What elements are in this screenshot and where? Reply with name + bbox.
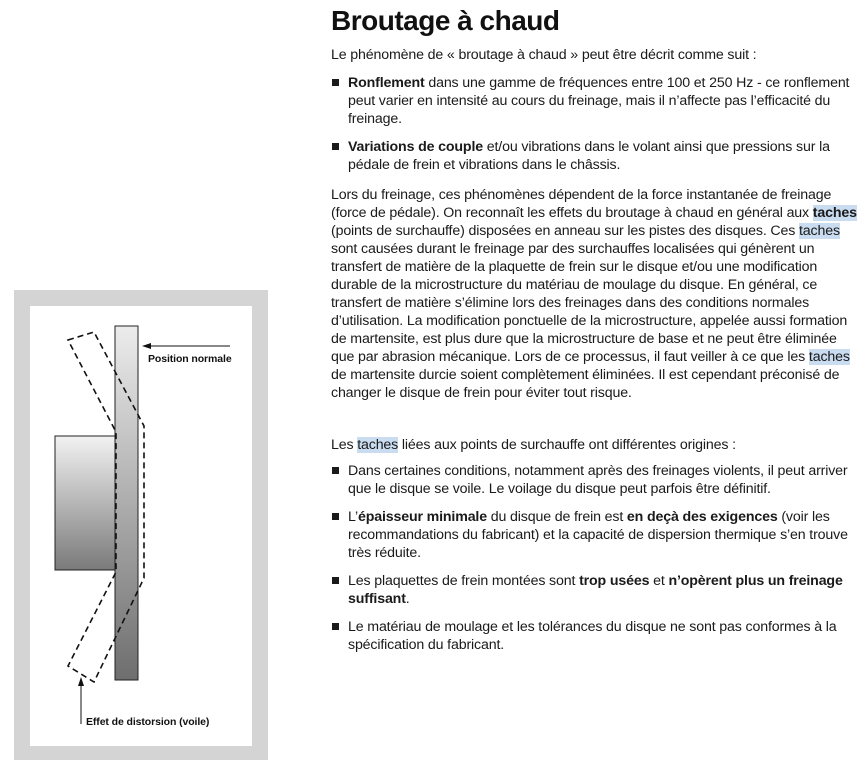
article-content bbox=[331, 4, 861, 654]
symptoms-list bbox=[331, 74, 861, 174]
highlight-taches: taches bbox=[799, 223, 840, 239]
highlight-taches: taches bbox=[812, 205, 857, 221]
figure-frame bbox=[14, 290, 268, 760]
brake-disc-diagram bbox=[30, 306, 252, 746]
disc-hub bbox=[55, 436, 117, 570]
origins-paragraph: Les taches liées aux points de surchauffe ont différentes origines : bbox=[331, 437, 736, 453]
list-item: Variations de couple et/ou vibrations dans le volant ainsi que pressions sur la pédale de frein et vibrations dans le châssis. bbox=[331, 138, 861, 174]
arrow-head-normal bbox=[142, 343, 151, 349]
page-title: Broutage à chaud bbox=[331, 5, 560, 36]
explanation-paragraph: Lors du freinage, ces phénomènes dépendent de la force instantanée de freinage (force de pédale). On reconnaît les effets du broutage à chaud en général aux taches (points de surchauffe) disposées en anneau sur les pistes des disques. Ces taches sont causées durant le freinage par des surchauffes localisées qui génèrent un transfert de matière de la plaquette de frein sur le disque et/ou une modification durable de la microstructure du matériau de moulage du disque. En général, ce transfert de matière s’élimine lors des freinages dans des conditions normales d’utilisation. La modification ponctuelle de la microstructure, appelée aussi formation de martensite, est plus dure que la microstructure de base et ne peut être éliminée que par abrasion mécanique. Lors de ce processus, il faut veiller à ce que les taches de martensite durcie soient complètement éliminées. Il est cependant préconisé de changer le disque de frein pour éviter tout risque. bbox=[331, 187, 857, 401]
bullet-square-icon bbox=[332, 79, 339, 86]
label-distortion-effect: Effet de distorsion (voile) bbox=[86, 716, 210, 728]
bullet-square-icon bbox=[332, 577, 339, 584]
origins-list bbox=[331, 462, 861, 654]
list-item: Dans certaines conditions, notamment après des freinages violents, il peut arriver que le disque se voile. Le voilage du disque peut parfois être définitif. bbox=[331, 462, 861, 498]
intro-paragraph: Le phénomène de « broutage à chaud » peut être décrit comme suit : bbox=[331, 47, 757, 63]
bullet-square-icon bbox=[332, 467, 339, 474]
bullet-square-icon bbox=[332, 143, 339, 150]
list-item: Les plaquettes de frein montées sont trop usées et n’opèrent plus un freinage suffisant. bbox=[331, 572, 861, 608]
list-item: Le matériau de moulage et les tolérances du disque ne sont pas conformes à la spécification du fabricant. bbox=[331, 618, 861, 654]
bullet-square-icon bbox=[332, 623, 339, 630]
highlight-taches: taches bbox=[808, 349, 850, 365]
arrow-head-distortion bbox=[78, 677, 84, 686]
label-position-normale: Position normale bbox=[148, 353, 232, 365]
list-item: L’épaisseur minimale du disque de frein est en deçà des exigences (voir les recommandations du fabricant) et la capacité de dispersion thermique s’en trouve très réduite. bbox=[331, 508, 861, 562]
list-item: Ronflement dans une gamme de fréquences entre 100 et 250 Hz - ce ronflement peut varier en intensité au cours du freinage, mais il n’affecte pas l’efficacité du freinage. bbox=[331, 74, 861, 128]
disc-distortion-drawing bbox=[30, 306, 252, 746]
highlight-taches: taches bbox=[357, 437, 399, 453]
bullet-square-icon bbox=[332, 513, 339, 520]
